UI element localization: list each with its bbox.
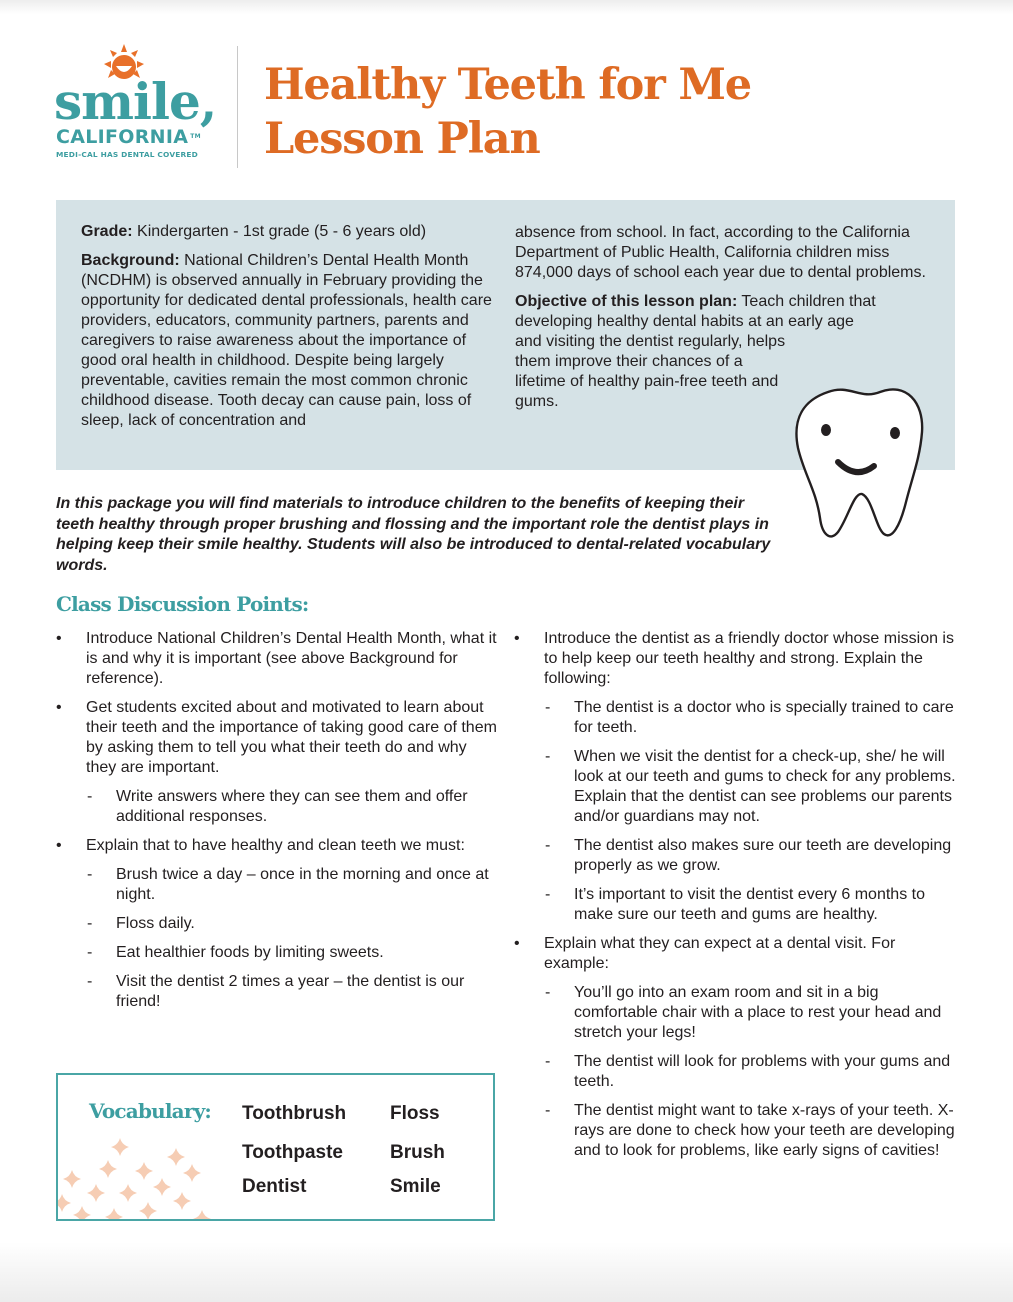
sub-item [514, 1101, 959, 1161]
sub-text: The dentist might want to take x-rays of your teeth. X-rays are done to check how your teeth are developing and to look for problems, like early signs of cavities! [574, 1102, 955, 1159]
bullet-mark: • [56, 630, 62, 647]
sub-text: When we visit the dentist for a check-up, she/ he will look at our teeth and gums to check for any problems. Explain that the dentist can see problems our parents and/or guardians may not. [574, 748, 956, 825]
dash-mark: - [545, 886, 551, 903]
sub-item [514, 1052, 959, 1092]
objective-text: Teach children that developing healthy dental habits at an early age [515, 293, 876, 330]
discussion-column-left [56, 629, 501, 1021]
grade-label: Grade: [81, 223, 133, 240]
sub-text: The dentist will look for problems with your gums and teeth. [574, 1053, 951, 1090]
bullet-mark: • [514, 630, 520, 647]
sub-text: Visit the dentist 2 times a year – the dentist is our friend! [116, 973, 465, 1010]
header-divider [237, 46, 238, 168]
dash-mark: - [545, 1102, 551, 1119]
dash-mark: - [87, 866, 93, 883]
objective-text-continued: and visiting the dentist regularly, helps them improve their chances of a lifetime of healthy pain-free teeth and gums. [515, 333, 786, 410]
dash-mark: - [545, 984, 551, 1001]
title-line-1: Healthy Teeth for Me [264, 60, 751, 110]
bullet-mark: • [56, 837, 62, 854]
bullet-mark: • [56, 699, 62, 716]
vocab-word: Toothbrush [242, 1103, 347, 1124]
dash-mark: - [87, 973, 93, 990]
sub-text: It’s important to visit the dentist every 6 months to make sure our teeth and gums are healthy. [574, 886, 925, 923]
dash-mark: - [545, 1053, 551, 1070]
star-pattern-icon [58, 1135, 218, 1221]
bullet-item [56, 698, 501, 778]
bullet-mark: • [514, 935, 520, 952]
sub-text: The dentist also makes sure our teeth are developing properly as we grow. [574, 837, 952, 874]
trademark: TM [190, 133, 201, 140]
vocab-word: Smile [390, 1176, 441, 1197]
smiling-tooth-icon [788, 378, 928, 540]
sub-item [514, 698, 959, 738]
background-paragraph [81, 251, 506, 431]
sub-item [56, 865, 501, 905]
dash-mark: - [87, 944, 93, 961]
page-top-shadow [0, 0, 1013, 14]
sub-item [56, 972, 501, 1012]
grade-paragraph [81, 222, 506, 242]
logo-wordmark: smile, [54, 72, 217, 131]
dash-mark: - [545, 699, 551, 716]
logo-state [56, 126, 201, 148]
page-title [264, 58, 751, 166]
bullet-item [514, 629, 959, 689]
sub-item [514, 747, 959, 827]
background-text: National Children’s Dental Health Month (NCDHM) is observed annually in February providing the opportunity for dedicated dental professionals, health care providers, educators, community partners, parents and caregivers to raise awareness about the importance of good oral health in childhood. Despite being largely preventable, cavities remain the most common chronic childhood disease. Tooth decay can cause pain, loss of sleep, lack of concentration and [81, 252, 492, 429]
sub-item [56, 787, 501, 827]
sub-text: The dentist is a doctor who is specially trained to care for teeth. [574, 699, 954, 736]
dash-mark: - [87, 915, 93, 932]
sub-item [56, 943, 501, 963]
intro-paragraph: In this package you will find materials to introduce children to the benefits of keeping their teeth healthy through proper brushing and flossing and the important role the dentist plays in helping keep their smile healthy. Students will also be introduced to dental-related vocabulary words. [56, 495, 771, 574]
bullet-text: Explain that to have healthy and clean teeth we must: [86, 837, 465, 854]
page-bottom-shadow [0, 1242, 1013, 1302]
background-continued: absence from school. In fact, according to the California Department of Public Health, California children miss 874,000 days of school each year due to dental problems. [515, 224, 926, 281]
bullet-text: Explain what they can expect at a dental visit. For example: [544, 935, 896, 972]
smile-california-logo [54, 44, 217, 164]
sub-text: Floss daily. [116, 915, 195, 932]
dash-mark: - [545, 748, 551, 765]
vocab-word: Floss [390, 1103, 440, 1124]
vocab-word: Toothpaste [242, 1142, 343, 1163]
bullet-text: Get students excited about and motivated to learn about their teeth and the importance of taking good care of them by asking them to tell you what their teeth do and why they are important. [86, 699, 497, 776]
sub-item [56, 914, 501, 934]
sub-item [514, 983, 959, 1043]
logo-tagline: MEDI-CAL HAS DENTAL COVERED [56, 150, 198, 159]
background-label: Background: [81, 252, 180, 269]
bullet-text: Introduce National Children’s Dental Health Month, what it is and why it is important (see above Background for reference). [86, 630, 497, 687]
dash-mark: - [87, 788, 93, 805]
bullet-item [56, 629, 501, 689]
sub-item [514, 836, 959, 876]
grade-value: Kindergarten - 1st grade (5 - 6 years old) [132, 223, 427, 240]
sub-item [514, 885, 959, 925]
info-column-left [81, 222, 506, 440]
objective-label: Objective of this lesson plan: [515, 293, 738, 310]
discussion-column-right [514, 629, 959, 1170]
class-discussion-title: Class Discussion Points: [56, 592, 309, 616]
vocab-word: Brush [390, 1142, 445, 1163]
sub-text: Eat healthier foods by limiting sweets. [116, 944, 384, 961]
bullet-item [514, 934, 959, 974]
sub-text: Write answers where they can see them and offer additional responses. [116, 788, 468, 825]
vocab-word: Dentist [242, 1176, 307, 1197]
vocabulary-label: Vocabulary: [89, 1099, 211, 1123]
sub-text: Brush twice a day – once in the morning and once at night. [116, 866, 489, 903]
dash-mark: - [545, 837, 551, 854]
bullet-text: Introduce the dentist as a friendly doctor whose mission is to help keep our teeth healthy and strong. Explain the following: [544, 630, 954, 687]
title-line-2: Lesson Plan [264, 114, 540, 164]
vocabulary-box [56, 1073, 495, 1221]
sub-text: You’ll go into an exam room and sit in a big comfortable chair with a place to rest your head and stretch your legs! [574, 984, 942, 1041]
bullet-item [56, 836, 501, 856]
logo-state-text: CALIFORNIA [56, 126, 189, 148]
